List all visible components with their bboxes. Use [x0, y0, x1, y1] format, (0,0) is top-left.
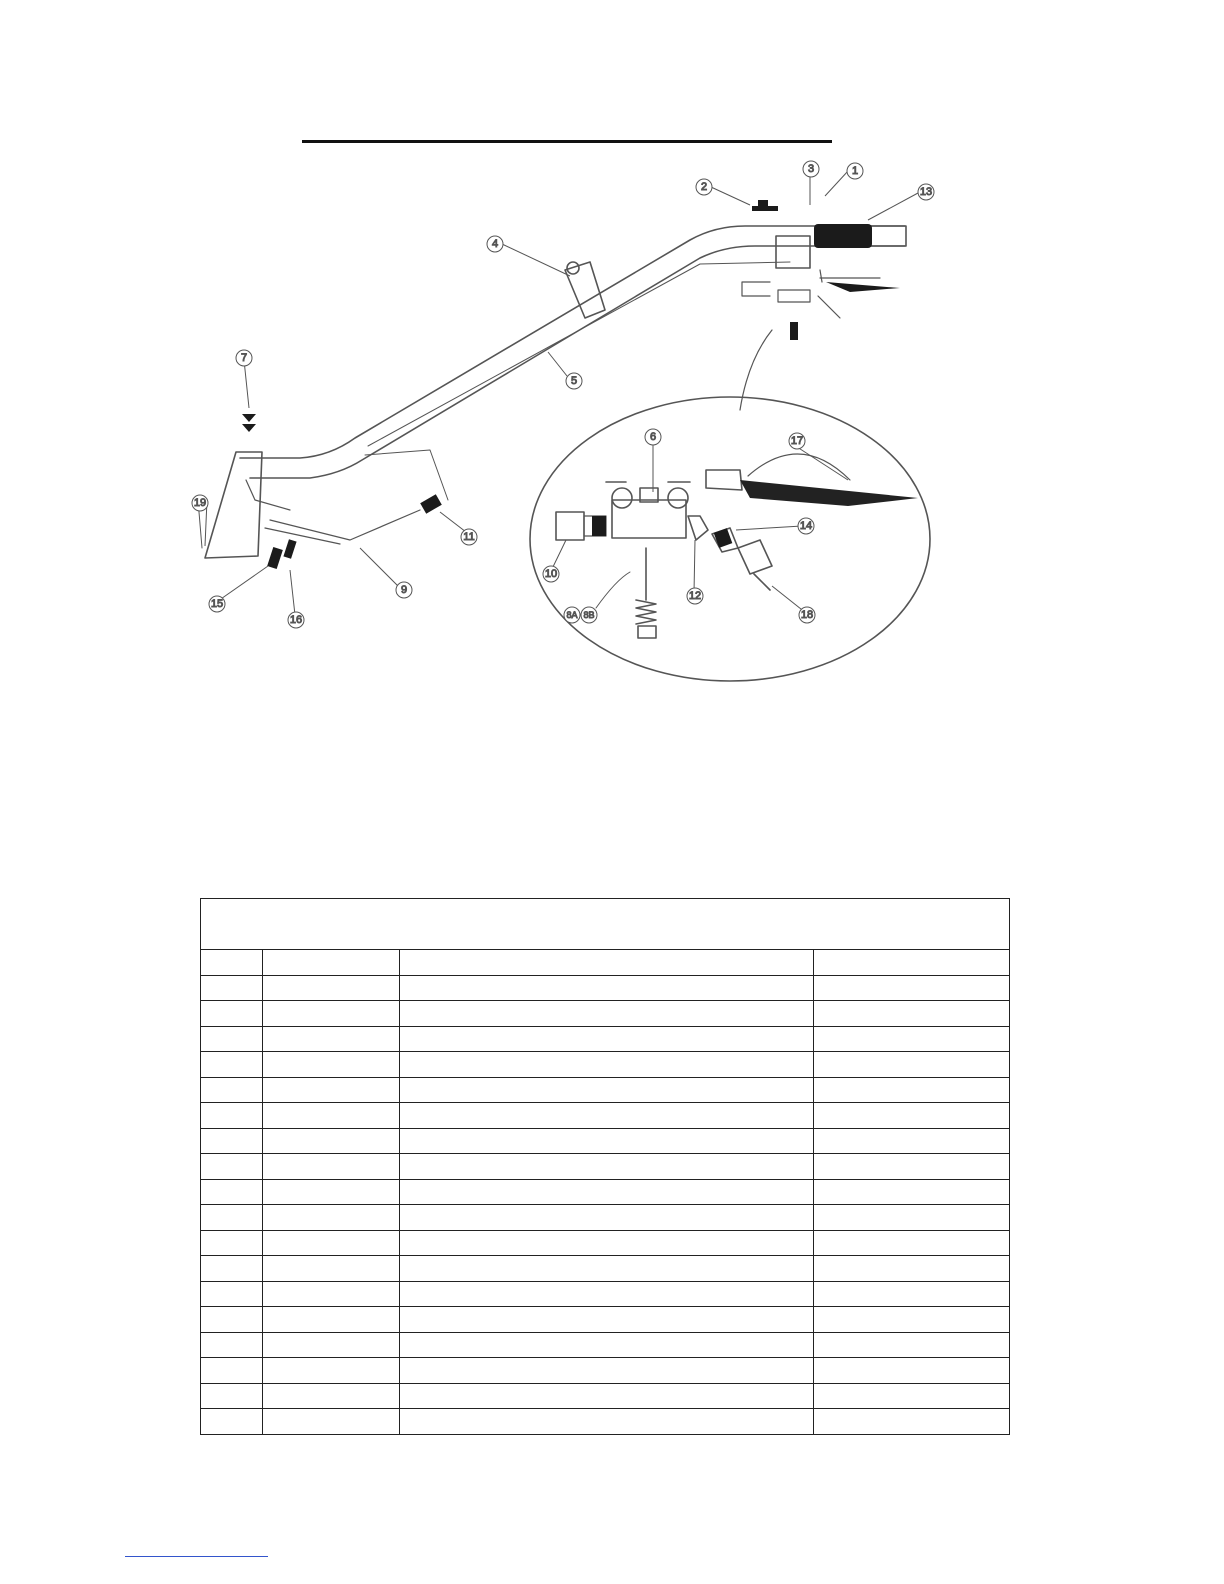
table-caption-row	[201, 899, 1010, 950]
table-cell	[814, 1026, 1010, 1052]
trigger-17	[706, 470, 742, 490]
callout-14	[798, 518, 814, 534]
table-cell	[201, 1001, 263, 1027]
table-row	[201, 1026, 1010, 1052]
table-cell	[201, 1077, 263, 1103]
table-cell	[814, 1332, 1010, 1358]
table-cell	[263, 1205, 400, 1231]
table-cell	[263, 1230, 400, 1256]
svg-text:8A: 8A	[566, 610, 578, 620]
callout-5	[566, 373, 582, 389]
table-cell	[814, 1128, 1010, 1154]
table-row	[201, 1128, 1010, 1154]
callout-4	[487, 236, 503, 252]
callout-12	[687, 588, 703, 604]
table-cell	[201, 1026, 263, 1052]
table-cell	[400, 1256, 814, 1282]
table-cell	[814, 1307, 1010, 1333]
svg-text:11: 11	[463, 531, 475, 543]
table-cell	[201, 1205, 263, 1231]
table-cell	[263, 975, 400, 1001]
table-cell	[400, 950, 814, 976]
table-row	[201, 1383, 1010, 1409]
table-row	[201, 1179, 1010, 1205]
table-cell	[814, 1154, 1010, 1180]
hose-lines	[246, 480, 420, 544]
table-cell	[814, 1103, 1010, 1129]
callout-18	[799, 607, 815, 623]
table-cell	[400, 1001, 814, 1027]
callout-6	[645, 429, 661, 445]
nozzle-7	[242, 414, 256, 432]
table-cell	[814, 1001, 1010, 1027]
table-cell	[400, 1332, 814, 1358]
table-row	[201, 1230, 1010, 1256]
callout-8b	[581, 607, 597, 623]
table-row	[201, 1281, 1010, 1307]
table-cell	[201, 975, 263, 1001]
table-cell	[263, 1307, 400, 1333]
table-cell	[201, 1230, 263, 1256]
table-cell	[400, 1026, 814, 1052]
table-cell	[263, 1154, 400, 1180]
callout-8a	[564, 607, 580, 623]
table-caption	[201, 899, 1010, 950]
fitting-15-16	[267, 547, 283, 569]
table-row	[201, 1409, 1010, 1435]
table-cell	[201, 1154, 263, 1180]
svg-text:2: 2	[700, 181, 708, 193]
elbow-12	[688, 516, 708, 540]
table-cell	[400, 975, 814, 1001]
table-cell	[814, 950, 1010, 976]
table-row	[201, 1332, 1010, 1358]
table-cell	[201, 1383, 263, 1409]
svg-text:14: 14	[799, 520, 813, 532]
table-cell	[400, 1103, 814, 1129]
parts-list-table	[200, 898, 1010, 1435]
table-row	[201, 975, 1010, 1001]
fitting-10	[556, 512, 584, 540]
table-cell	[263, 950, 400, 976]
table-cell	[201, 1179, 263, 1205]
table-cell	[400, 1154, 814, 1180]
valve-assembly-small	[742, 282, 810, 302]
table-cell	[201, 1358, 263, 1384]
table-cell	[814, 1077, 1010, 1103]
svg-text:13: 13	[919, 186, 933, 198]
wand-exploded-diagram	[0, 0, 1224, 720]
svg-text:5: 5	[570, 375, 578, 387]
table-cell	[263, 1358, 400, 1384]
svg-text:15: 15	[210, 598, 224, 610]
table-cell	[201, 1409, 263, 1435]
table-cell	[263, 1001, 400, 1027]
table-cell	[814, 1358, 1010, 1384]
callout-17	[789, 433, 805, 449]
spring	[636, 600, 656, 624]
callout-10	[543, 566, 559, 582]
fitting-18	[738, 540, 772, 574]
callout-13	[918, 184, 934, 200]
table-row	[201, 1307, 1010, 1333]
handle-grip-sleeve	[868, 226, 906, 246]
table-cell	[400, 1179, 814, 1205]
callout-11	[461, 529, 477, 545]
svg-text:8B: 8B	[583, 610, 595, 620]
callout-1	[847, 163, 863, 179]
table-cell	[400, 1052, 814, 1078]
table-cell	[814, 1281, 1010, 1307]
table-row	[201, 1052, 1010, 1078]
table-cell	[814, 1179, 1010, 1205]
table-cell	[201, 1281, 263, 1307]
valve-body-detail	[612, 500, 686, 538]
svg-text:19: 19	[193, 497, 207, 509]
table-cell	[400, 1128, 814, 1154]
table-cell	[400, 1383, 814, 1409]
callout-7	[236, 350, 252, 366]
valve-seat	[638, 626, 656, 638]
table-cell	[263, 1332, 400, 1358]
table-cell	[400, 1281, 814, 1307]
table-cell	[201, 1256, 263, 1282]
table-row	[201, 1205, 1010, 1231]
table-cell	[263, 1256, 400, 1282]
table-cell	[400, 1358, 814, 1384]
table-cell	[400, 1205, 814, 1231]
table-cell	[263, 1128, 400, 1154]
svg-text:9: 9	[400, 584, 408, 596]
table-cell	[201, 1332, 263, 1358]
table-cell	[814, 1409, 1010, 1435]
table-cell	[814, 1205, 1010, 1231]
callout-15	[209, 596, 225, 612]
table-row	[201, 1358, 1010, 1384]
table-cell	[400, 1230, 814, 1256]
table-cell	[263, 1077, 400, 1103]
table-cell	[814, 1383, 1010, 1409]
svg-text:6: 6	[649, 431, 657, 443]
table-cell	[814, 1052, 1010, 1078]
wand-head	[205, 452, 262, 558]
svg-text:1: 1	[851, 165, 859, 177]
svg-text:7: 7	[240, 352, 248, 364]
svg-text:16: 16	[289, 614, 303, 626]
handle-bracket	[776, 236, 810, 268]
table-cell	[201, 1052, 263, 1078]
table-cell	[263, 1052, 400, 1078]
callout-3	[803, 161, 819, 177]
callout-2	[696, 179, 712, 195]
hose-connector	[365, 450, 448, 500]
table-cell	[263, 1026, 400, 1052]
table-cell	[400, 1077, 814, 1103]
table-cell	[263, 1281, 400, 1307]
table-row	[201, 1256, 1010, 1282]
table-cell	[814, 1256, 1010, 1282]
callout-9	[396, 582, 412, 598]
table-cell	[201, 1307, 263, 1333]
svg-text:4: 4	[491, 238, 499, 250]
svg-text:18: 18	[800, 609, 814, 621]
table-cell	[400, 1307, 814, 1333]
table-cell	[814, 975, 1010, 1001]
table-row	[201, 1001, 1010, 1027]
svg-text:3: 3	[807, 163, 815, 175]
wand-tube	[240, 226, 905, 458]
table-row	[201, 1077, 1010, 1103]
table-cell	[201, 1128, 263, 1154]
table-cell	[400, 1409, 814, 1435]
table-cell	[263, 1409, 400, 1435]
trigger-small	[826, 282, 900, 292]
table-row	[201, 1154, 1010, 1180]
handle-grip	[814, 224, 872, 248]
table-cell	[263, 1383, 400, 1409]
table-cell	[263, 1179, 400, 1205]
table-row	[201, 950, 1010, 976]
svg-text:12: 12	[688, 590, 702, 602]
callout-16	[288, 612, 304, 628]
table-cell	[201, 1103, 263, 1129]
table-cell	[263, 1103, 400, 1129]
connector-11	[420, 494, 442, 513]
footer-link-underline[interactable]	[125, 1556, 268, 1557]
svg-text:10: 10	[544, 568, 558, 580]
svg-text:17: 17	[790, 435, 804, 447]
table-cell	[201, 950, 263, 976]
table-row	[201, 1103, 1010, 1129]
callout-19	[192, 495, 208, 511]
table-cell	[814, 1230, 1010, 1256]
